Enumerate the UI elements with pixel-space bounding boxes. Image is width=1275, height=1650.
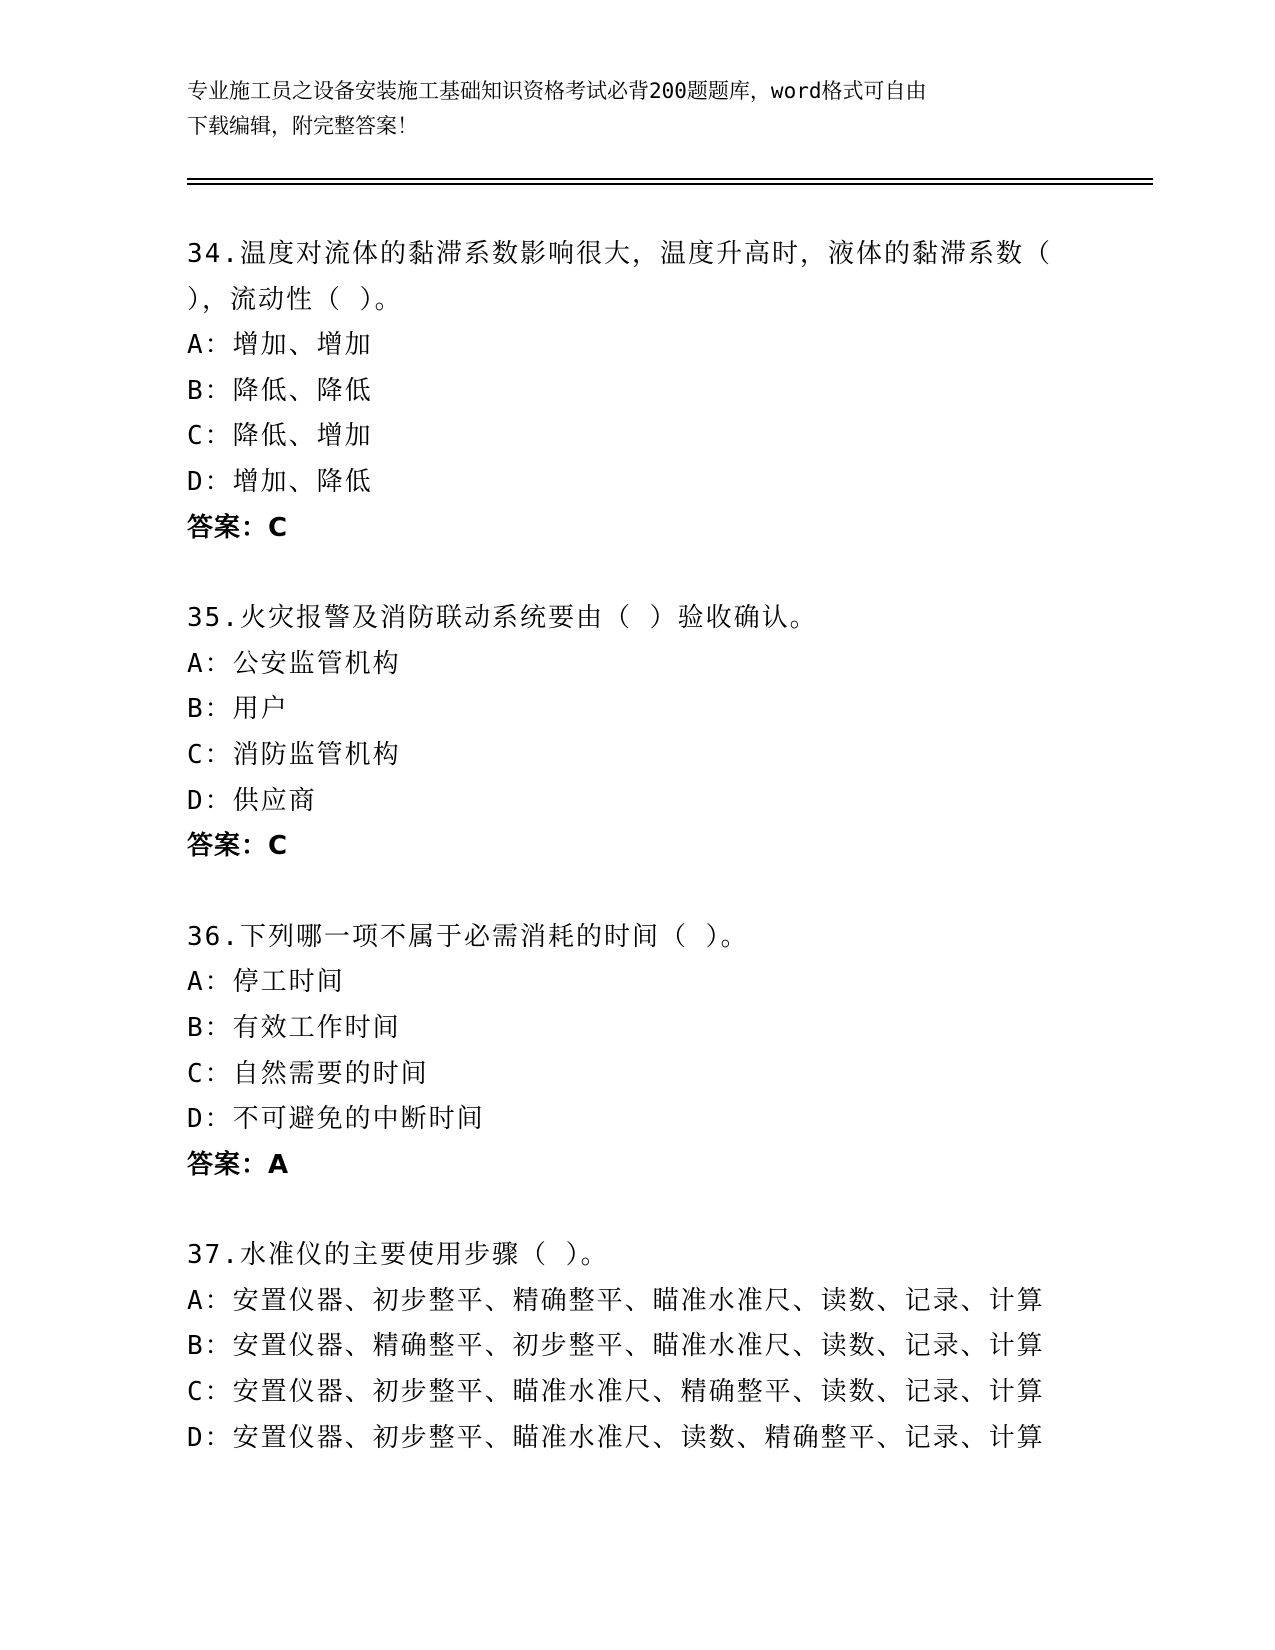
option-c: C：安置仪器、初步整平、瞄准水准尺、精确整平、读数、记录、计算 bbox=[187, 1377, 1045, 1408]
question-35 bbox=[187, 596, 1107, 870]
question-text: 37.水准仪的主要使用步骤（ ）。 bbox=[187, 1240, 609, 1271]
option-a: A：公安监管机构 bbox=[187, 648, 401, 679]
option-a: A：安置仪器、初步整平、精确整平、瞄准水准尺、读数、记录、计算 bbox=[187, 1285, 1045, 1316]
option-b: B：用户 bbox=[187, 694, 289, 725]
question-36 bbox=[187, 915, 1107, 1189]
answer-label: 答案：C bbox=[187, 831, 289, 862]
header-line-1: 专业施工员之设备安装施工基础知识资格考试必背200题题库，word格式可自由 bbox=[187, 79, 927, 103]
option-c: C：消防监管机构 bbox=[187, 739, 401, 770]
option-d: D：供应商 bbox=[187, 785, 317, 816]
question-34 bbox=[187, 232, 1107, 551]
header-divider-bottom bbox=[187, 183, 1153, 185]
document-header bbox=[187, 74, 1087, 144]
question-text-line: 34.温度对流体的黏滞系数影响很大，温度升高时，液体的黏滞系数（ bbox=[187, 239, 1052, 269]
option-b: B：安置仪器、精确整平、初步整平、瞄准水准尺、读数、记录、计算 bbox=[187, 1331, 1045, 1362]
question-text-line: ），流动性（ ）。 bbox=[187, 284, 403, 315]
header-divider-top bbox=[187, 178, 1153, 180]
option-b: B：有效工作时间 bbox=[187, 1012, 401, 1043]
answer-label: 答案：A bbox=[187, 1149, 290, 1180]
option-a: A：增加、增加 bbox=[187, 330, 373, 361]
header-line-2: 下载编辑，附完整答案！ bbox=[187, 114, 418, 138]
option-d: D：不可避免的中断时间 bbox=[187, 1104, 485, 1135]
option-a: A：停工时间 bbox=[187, 967, 345, 998]
question-text: 36.下列哪一项不属于必需消耗的时间（ ）。 bbox=[187, 921, 749, 952]
question-37 bbox=[187, 1233, 1107, 1461]
option-b: B：降低、降低 bbox=[187, 375, 373, 406]
option-d: D：增加、降低 bbox=[187, 466, 373, 497]
option-c: C：自然需要的时间 bbox=[187, 1058, 429, 1089]
option-c: C：降低、增加 bbox=[187, 421, 373, 452]
option-d: D：安置仪器、初步整平、瞄准水准尺、读数、精确整平、记录、计算 bbox=[187, 1422, 1045, 1453]
question-text bbox=[187, 232, 1107, 323]
question-list bbox=[187, 232, 1107, 1506]
question-text: 35.火灾报警及消防联动系统要由（ ）验收确认。 bbox=[187, 603, 818, 634]
answer-label: 答案：C bbox=[187, 512, 289, 543]
